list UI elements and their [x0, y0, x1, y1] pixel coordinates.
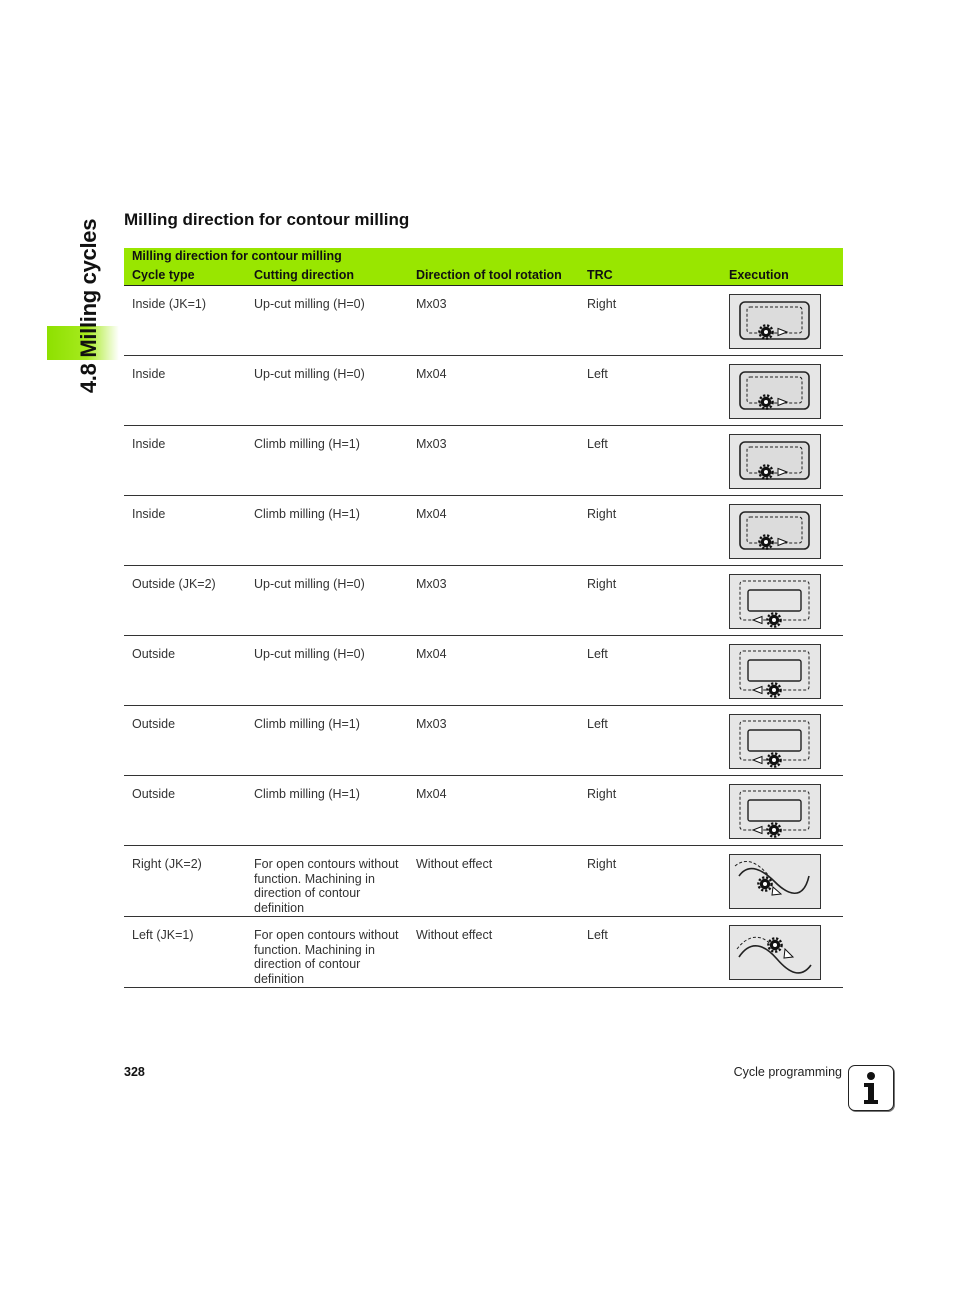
inside-pocket-arrow-right-icon — [729, 364, 821, 419]
cell-cycle-type: Right (JK=2) — [132, 857, 202, 871]
cell-tool-rotation: Mx03 — [416, 717, 447, 731]
table-row — [124, 917, 843, 988]
cell-cutting-direction: Climb milling (H=1) — [254, 787, 360, 801]
execution-illustration — [729, 784, 821, 839]
cell-tool-rotation: Without effect — [416, 928, 493, 942]
cell-tool-rotation: Mx03 — [416, 297, 447, 311]
table-body — [124, 286, 843, 988]
chapter-label: Cycle programming — [733, 1065, 842, 1079]
outside-contour-arrow-right-icon — [729, 574, 821, 629]
page-number: 328 — [124, 1065, 145, 1079]
cell-cutting-direction: Up-cut milling (H=0) — [254, 297, 365, 311]
execution-illustration — [729, 504, 821, 559]
execution-illustration — [729, 925, 821, 980]
cell-cycle-type: Inside — [132, 507, 166, 521]
cell-trc: Right — [587, 787, 617, 801]
outside-contour-arrow-left-icon — [729, 714, 821, 769]
info-icon[interactable] — [848, 1065, 894, 1111]
cell-tool-rotation: Mx04 — [416, 367, 447, 381]
column-header-execution: Execution — [729, 268, 789, 282]
table-row — [124, 636, 843, 706]
section-title: 4.8 Milling cycles — [76, 218, 101, 394]
outside-contour-arrow-right-icon — [729, 784, 821, 839]
cell-cycle-type: Inside — [132, 437, 166, 451]
cell-cutting-direction: Up-cut milling (H=0) — [254, 577, 365, 591]
table-row — [124, 706, 843, 776]
cell-cycle-type: Inside — [132, 367, 166, 381]
cell-cutting-direction: Climb milling (H=1) — [254, 717, 360, 731]
execution-illustration — [729, 644, 821, 699]
cell-trc: Left — [587, 367, 608, 381]
execution-illustration — [729, 854, 821, 909]
inside-pocket-arrow-right-icon — [729, 434, 821, 489]
column-header-tool-rotation: Direction of tool rotation — [416, 268, 562, 282]
cell-cutting-direction: For open contours without function. Machining in direction of contour definition — [254, 857, 399, 915]
cell-tool-rotation: Without effect — [416, 857, 493, 871]
milling-direction-table — [124, 248, 843, 988]
outside-contour-arrow-left-icon — [729, 644, 821, 699]
cell-tool-rotation: Mx03 — [416, 437, 447, 451]
page-heading: Milling direction for contour milling — [124, 210, 410, 229]
column-header-trc: TRC — [587, 268, 613, 282]
cell-cycle-type: Outside — [132, 787, 176, 801]
table-row — [124, 356, 843, 426]
inside-pocket-arrow-left-icon — [729, 504, 821, 559]
cell-tool-rotation: Mx03 — [416, 577, 447, 591]
cell-trc: Right — [587, 507, 617, 521]
cell-cycle-type: Outside — [132, 647, 176, 661]
column-header-cycle-type: Cycle type — [132, 268, 195, 282]
cell-trc: Left — [587, 437, 608, 451]
cell-cutting-direction: Up-cut milling (H=0) — [254, 647, 365, 661]
open-contour-left-icon — [729, 925, 821, 980]
cell-cycle-type: Outside (JK=2) — [132, 577, 216, 591]
table-caption: Milling direction for contour milling — [132, 249, 342, 263]
table-row — [124, 426, 843, 496]
table-row — [124, 776, 843, 846]
cell-trc: Right — [587, 577, 617, 591]
cell-tool-rotation: Mx04 — [416, 507, 447, 521]
table-row — [124, 566, 843, 636]
cell-cutting-direction: Up-cut milling (H=0) — [254, 367, 365, 381]
cell-trc: Left — [587, 928, 608, 942]
cell-cycle-type: Left (JK=1) — [132, 928, 194, 942]
cell-trc: Right — [587, 297, 617, 311]
cell-cutting-direction: Climb milling (H=1) — [254, 507, 360, 521]
cell-trc: Right — [587, 857, 617, 871]
cell-cutting-direction: For open contours without function. Machining in direction of contour definition — [254, 928, 399, 986]
cell-tool-rotation: Mx04 — [416, 787, 447, 801]
cell-trc: Left — [587, 717, 608, 731]
cell-tool-rotation: Mx04 — [416, 647, 447, 661]
table-row — [124, 496, 843, 566]
table-header — [124, 248, 843, 286]
open-contour-right-icon — [729, 854, 821, 909]
cell-cycle-type: Outside — [132, 717, 176, 731]
execution-illustration — [729, 364, 821, 419]
inside-pocket-arrow-left-icon — [729, 294, 821, 349]
column-header-cutting-direction: Cutting direction — [254, 268, 354, 282]
cell-trc: Left — [587, 647, 608, 661]
table-row — [124, 286, 843, 356]
cell-cycle-type: Inside (JK=1) — [132, 297, 206, 311]
execution-illustration — [729, 434, 821, 489]
execution-illustration — [729, 294, 821, 349]
cell-cutting-direction: Climb milling (H=1) — [254, 437, 360, 451]
execution-illustration — [729, 714, 821, 769]
execution-illustration — [729, 574, 821, 629]
table-row — [124, 846, 843, 917]
